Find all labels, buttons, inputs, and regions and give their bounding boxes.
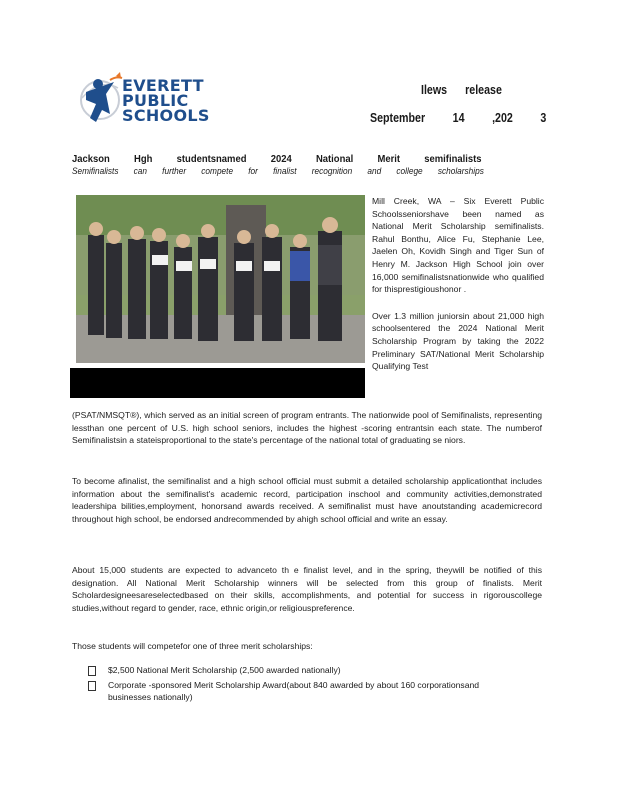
list-item [88,664,508,677]
list-item-text: $2,500 National Merit Scholarship (2,500 awarded nationally) [108,665,341,675]
paragraph-advance [72,564,542,614]
logo-figure-icon [76,70,124,128]
intro-column [372,195,544,387]
group-photo [76,195,365,363]
paragraph: To become afinalist, the semifinalist and a high school official must submit a detailed scholarship applicationthat includes information about the semifinalist's academic record, participation inschool and community activities,demonstrated leadershipa bilities,employment, honorsand awards received. A semifinalist must have anoutstanding academicrecord throughout high school, be endorsed andrecommended by ahigh school official and write an essay. [72,476,542,524]
paragraph-finalist [72,475,542,525]
district-logo [76,70,216,128]
news-word: Ilews [421,82,448,97]
news-release-label [421,82,520,97]
paragraph: About 15,000 students are expected to advanceto th e finalist level, and in the spring, theywill be notified of this designation. All National Merit Scholarship winners will be selected from this group of finalists. Merit Scholardesigneesareselectedbased on their skills, accomplishments, and potential for success in rigorouscollege studies,without regard to gender, race, ethnic origin,or religiouspreference. [72,565,542,613]
subheadline: Semifinalists can further compete for finalist recognition and college scholarships [72,166,484,176]
logo-line: PUBLIC [122,91,189,110]
scholarship-list [88,664,508,706]
paragraph: (PSAT/NMSQT®), which served as an initial screen of program entrants. The nationwide pool of Semifinalists, representing lessthan one percent of U.S. high school seniors, includes the highest -scoring entrantsin each state. The numberof Semifinalistsin a stateisproportional to the state's percentage of the national total of graduating se niors. [72,410,542,446]
bullet-square-icon [88,666,96,676]
photo-caption-redacted [70,368,365,398]
bullet-square-icon [88,681,96,691]
paragraph: Those students will competefor one of three merit scholarships: [72,641,313,651]
paragraph: Mill Creek, WA – Six Everett Public Schoolsseniorshave been named as National Merit Scholarship semifinalists. Rahul Bonthu, Alice Fu, Stephanie Lee, Jaelen Oh, Kovidh Singh and Tiger Sun of Henry M. Jackson High School join over 16,000 semifinalistsnationwide who qualified for thisprestigioushonor . [372,196,544,295]
list-item [88,679,508,704]
logo-line: EVERETT [122,76,204,95]
paragraph-scholarships-intro [72,640,542,653]
release-date: September 14 ,202 3 [370,110,547,125]
paragraph-psat [72,409,542,447]
logo-line: SCHOOLS [122,106,210,125]
headline: Jackson Hgh studentsnamed 2024 National Merit semifinalists [72,153,482,165]
logo-wordmark [122,78,210,123]
release-word: release [465,82,502,97]
paragraph: Over 1.3 million juniorsin about 21,000 high schoolsentered the 2024 National Merit Scholarship Program by taking the 2022 Preliminary SAT/National Merit Scholarship Qualifying Test [372,310,544,372]
list-item-text: Corporate -sponsored Merit Scholarship Award(about 840 awarded by about 160 corporationsand businesses nationally) [108,679,480,703]
